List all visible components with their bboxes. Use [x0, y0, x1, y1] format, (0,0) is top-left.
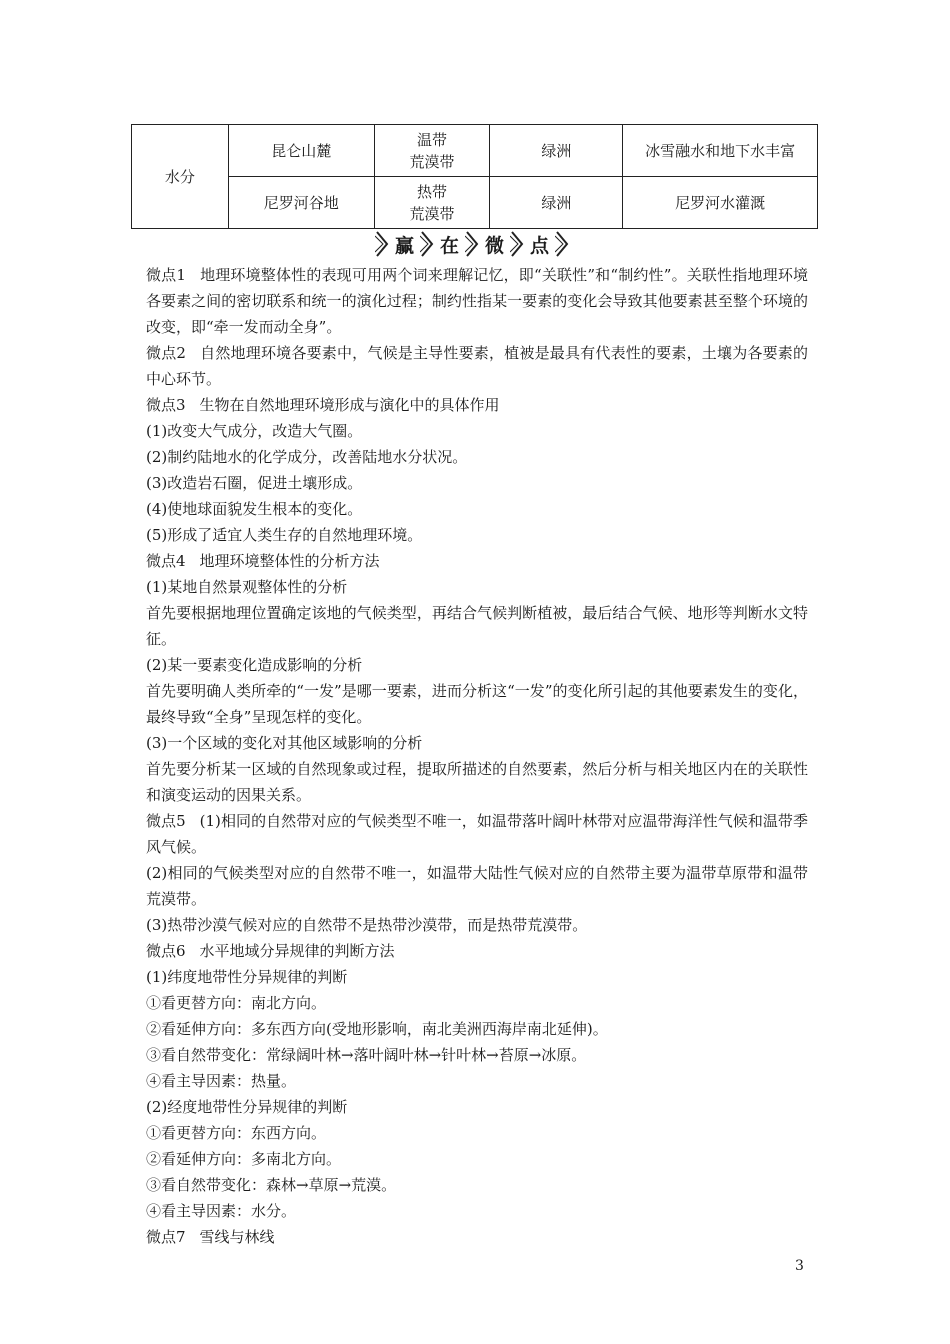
- zone-cell: [374, 125, 490, 177]
- paragraph-text: ③看自然带变化：森林→草原→荒漠。: [146, 1176, 397, 1194]
- body-paragraph: [146, 444, 808, 470]
- paragraph-text: (2)制约陆地水的化学成分，改善陆地水分状况。: [146, 448, 468, 466]
- point-heading-paragraph: [146, 1224, 808, 1250]
- zone-line2: 荒漠带: [409, 152, 455, 171]
- paragraph-text: ②看延伸方向：多南北方向。: [146, 1150, 342, 1168]
- point-label: 微点1: [146, 266, 186, 284]
- natural-zone-table: [131, 124, 818, 229]
- body-paragraph: [146, 1016, 808, 1042]
- body-paragraph: [146, 496, 808, 522]
- paragraph-text: (2)相同的气候类型对应的自然带不唯一，如温带大陆性气候对应的自然带主要为温带草原带和温带荒漠带。: [146, 864, 808, 908]
- paragraph-text: 地理环境整体性的分析方法: [199, 552, 380, 570]
- paragraph-text: ②看延伸方向：多东西方向(受地形影响，南北美洲西海岸南北延伸)。: [146, 1020, 608, 1038]
- paragraph-text: ④看主导因素：热量。: [146, 1072, 297, 1090]
- paragraph-text: 生物在自然地理环境形成与演化中的具体作用: [199, 396, 500, 414]
- body-paragraph: [146, 470, 808, 496]
- chevron-right-icon: [420, 231, 434, 257]
- zone-line1: 温带: [417, 130, 448, 149]
- body-paragraph: [146, 730, 808, 756]
- body-paragraph: [146, 1198, 808, 1224]
- point-label: 微点3: [146, 396, 186, 414]
- body-paragraph: [146, 1042, 808, 1068]
- paragraph-text: (2)经度地带性分异规律的判断: [146, 1098, 348, 1116]
- paragraph-text: 地理环境整体性的表现可用两个词来理解记忆，即“关联性”和“制约性”。关联性指地理环境各要素之间的密切联系和统一的演化过程；制约性指某一要素的变化会导致其他要素甚至整个环境的改变，即“牵一发而动全身”。: [146, 266, 808, 336]
- landscape-cell: 绿洲: [490, 177, 623, 229]
- body-paragraph: [146, 1120, 808, 1146]
- zone-cell: [374, 177, 490, 229]
- paragraph-text: 首先要根据地理位置确定该地的气候类型，再结合气候判断植被，最后结合气候、地形等判断水文特征。: [146, 604, 808, 648]
- body-paragraph: [146, 912, 808, 938]
- body-paragraph: [146, 574, 808, 600]
- chevron-right-icon: [465, 231, 479, 257]
- banner-char: 微: [485, 234, 505, 257]
- place-cell: 尼罗河谷地: [228, 177, 374, 229]
- body-text: [146, 262, 808, 1250]
- body-paragraph: [146, 1068, 808, 1094]
- body-paragraph: [146, 1146, 808, 1172]
- body-paragraph: [146, 1172, 808, 1198]
- point-label: 微点4: [146, 552, 186, 570]
- body-paragraph: [146, 1094, 808, 1120]
- banner-char: 点: [530, 234, 550, 257]
- paragraph-text: (1)相同的自然带对应的气候类型不唯一，如温带落叶阔叶林带对应温带海洋性气候和温带季风气候。: [146, 812, 808, 856]
- body-paragraph: [146, 522, 808, 548]
- page-number: 3: [795, 1258, 804, 1274]
- body-paragraph: [146, 418, 808, 444]
- chevron-right-icon: [555, 231, 569, 257]
- paragraph-text: (3)一个区域的变化对其他区域影响的分析: [146, 734, 423, 752]
- point-heading-paragraph: [146, 262, 808, 340]
- body-paragraph: [146, 964, 808, 990]
- paragraph-text: (1)改变大气成分，改造大气圈。: [146, 422, 363, 440]
- point-heading-paragraph: [146, 808, 808, 860]
- point-heading-paragraph: [146, 392, 808, 418]
- paragraph-text: ①看更替方向：东西方向。: [146, 1124, 327, 1142]
- paragraph-text: (1)某地自然景观整体性的分析: [146, 578, 348, 596]
- banner-char: 在: [440, 234, 460, 257]
- zone-line1: 热带: [417, 182, 448, 201]
- section-banner: [375, 229, 569, 259]
- body-paragraph: [146, 678, 808, 730]
- point-label: 微点5: [146, 812, 186, 830]
- reason-cell: 尼罗河水灌溉: [623, 177, 818, 229]
- paragraph-text: (4)使地球面貌发生根本的变化。: [146, 500, 363, 518]
- point-label: 微点2: [146, 344, 186, 362]
- paragraph-text: ④看主导因素：水分。: [146, 1202, 297, 1220]
- paragraph-text: 首先要明确人类所牵的“一发”是哪一要素，进而分析这“一发”的变化所引起的其他要素发生的变化，最终导致“全身”呈现怎样的变化。: [146, 682, 808, 726]
- paragraph-text: (1)纬度地带性分异规律的判断: [146, 968, 348, 986]
- point-heading-paragraph: [146, 938, 808, 964]
- banner-char: 赢: [395, 234, 415, 257]
- reason-cell: 冰雪融水和地下水丰富: [623, 125, 818, 177]
- paragraph-text: 首先要分析某一区域的自然现象或过程，提取所描述的自然要素，然后分析与相关地区内在的关联性和演变运动的因果关系。: [146, 760, 808, 804]
- paragraph-text: ③看自然带变化：常绿阔叶林→落叶阔叶林→针叶林→苔原→冰原。: [146, 1046, 587, 1064]
- paragraph-text: (2)某一要素变化造成影响的分析: [146, 656, 363, 674]
- place-cell: 昆仑山麓: [228, 125, 374, 177]
- paragraph-text: (3)改造岩石圈，促进土壤形成。: [146, 474, 363, 492]
- point-label: 微点6: [146, 942, 186, 960]
- point-label: 微点7: [146, 1228, 186, 1246]
- point-heading-paragraph: [146, 548, 808, 574]
- paragraph-text: (3)热带沙漠气候对应的自然带不是热带沙漠带，而是热带荒漠带。: [146, 916, 588, 934]
- chevron-right-icon: [375, 231, 389, 257]
- body-paragraph: [146, 600, 808, 652]
- zone-line2: 荒漠带: [409, 204, 455, 223]
- landscape-cell: 绿洲: [490, 125, 623, 177]
- paragraph-text: ①看更替方向：南北方向。: [146, 994, 327, 1012]
- paragraph-text: (5)形成了适宜人类生存的自然地理环境。: [146, 526, 423, 544]
- body-paragraph: [146, 860, 808, 912]
- body-paragraph: [146, 756, 808, 808]
- paragraph-text: 水平地域分异规律的判断方法: [199, 942, 395, 960]
- paragraph-text: 自然地理环境各要素中，气候是主导性要素，植被是最具有代表性的要素，土壤为各要素的中心环节。: [146, 344, 808, 388]
- body-paragraph: [146, 990, 808, 1016]
- table-row: [132, 177, 818, 229]
- chevron-right-icon: [510, 231, 524, 257]
- paragraph-text: 雪线与林线: [199, 1228, 275, 1246]
- table-row: [132, 125, 818, 177]
- group-label-cell: 水分: [132, 125, 229, 229]
- point-heading-paragraph: [146, 340, 808, 392]
- body-paragraph: [146, 652, 808, 678]
